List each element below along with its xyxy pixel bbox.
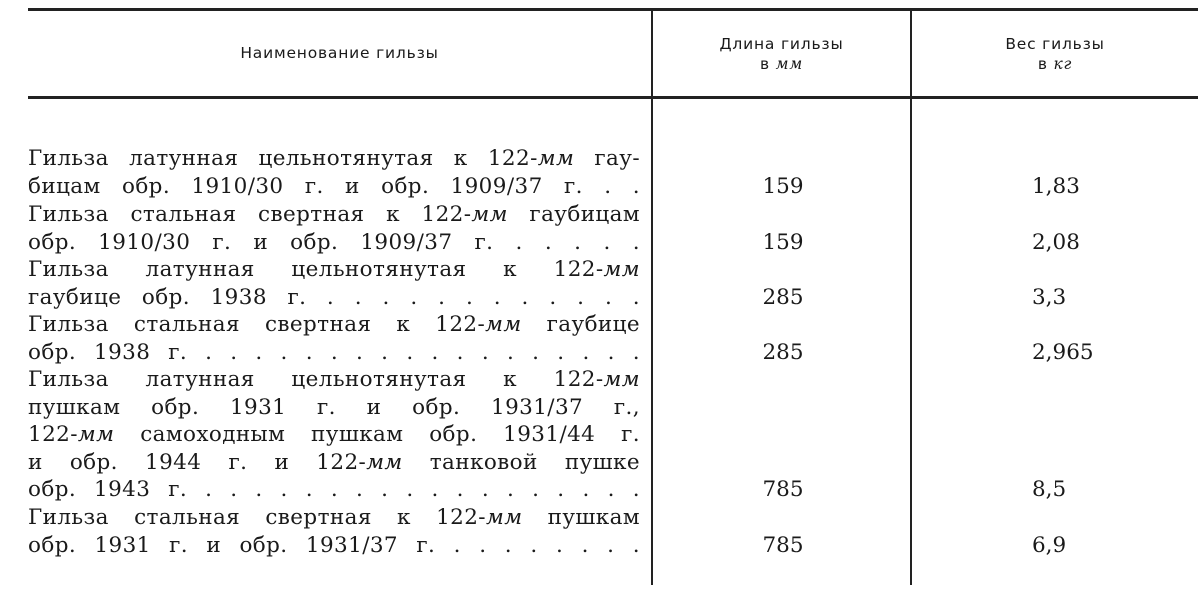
header-name: [28, 43, 651, 63]
row-description: [28, 201, 640, 256]
row-weight-value: 2,08: [1032, 229, 1080, 255]
table-row: [28, 256, 1198, 311]
row-description: [28, 145, 640, 200]
description-line: пушкам обр. 1931 г. и обр. 1931/37 г.,: [28, 394, 640, 420]
header-length-line2: [653, 54, 910, 74]
description-line: и обр. 1944 г. и 122-мм танковой пушке: [28, 449, 640, 475]
table-row: [28, 366, 1198, 504]
header-weight-prefix: в: [1037, 55, 1054, 73]
description-line: Гильза стальная свертная к 122-мм гаубицам: [28, 202, 640, 227]
header-length-prefix: в: [760, 55, 776, 73]
row-length-value: 285: [762, 339, 804, 365]
table-row: [28, 201, 1198, 256]
unit-mm-italic: мм: [485, 505, 523, 530]
header-weight-line1: Вес гильзы: [1005, 35, 1105, 53]
row-length-value: 785: [762, 532, 804, 558]
unit-mm-italic: мм: [471, 202, 508, 227]
header-length-line1: Длина гильзы: [719, 35, 844, 53]
unit-mm-italic: мм: [603, 367, 640, 392]
row-weight-value: 2,965: [1032, 339, 1094, 365]
description-line: Гильза стальная свертная к 122-мм пушкам: [28, 505, 640, 530]
unit-mm-italic: мм: [537, 146, 575, 171]
header-weight-line2: [912, 54, 1198, 74]
unit-mm-italic: мм: [77, 422, 115, 447]
table-row: [28, 504, 1198, 559]
unit-mm-italic: мм: [603, 257, 640, 282]
row-length-value: 785: [762, 477, 804, 502]
table-row: [28, 145, 1198, 200]
row-weight-value: 6,9: [1032, 532, 1067, 558]
description-line: обр. 1943 г. . . . . . . . . . . . . . . . . . .: [28, 477, 640, 502]
header-weight: [912, 34, 1198, 74]
row-description: [28, 311, 640, 366]
table-header-rule: [28, 96, 1198, 99]
description-line: обр. 1910/30 г. и обр. 1909/37 г. . . . . .: [28, 229, 640, 255]
header-weight-unit: кг: [1053, 55, 1073, 73]
description-line: бицам обр. 1910/30 г. и обр. 1909/37 г. . .: [28, 173, 640, 199]
row-description: [28, 256, 640, 311]
unit-mm-italic: мм: [366, 449, 403, 475]
row-length-value: 159: [762, 173, 804, 199]
description-line: обр. 1938 г. . . . . . . . . . . . . . . . . . .: [28, 339, 640, 365]
row-weight-value: 1,83: [1032, 173, 1080, 199]
description-line: 122-мм самоходным пушкам обр. 1931/44 г.: [28, 422, 640, 447]
row-description: [28, 366, 640, 504]
description-line: Гильза латунная цельнотянутая к 122-мм: [28, 367, 640, 392]
unit-mm-italic: мм: [485, 312, 522, 337]
row-description: [28, 504, 640, 559]
header-length: [653, 34, 910, 74]
row-length-value: 285: [762, 284, 804, 310]
table-row: [28, 311, 1198, 366]
row-length-value: 159: [762, 229, 804, 255]
description-line: Гильза латунная цельнотянутая к 122-мм: [28, 257, 640, 282]
description-line: Гильза стальная свертная к 122-мм гаубице: [28, 312, 641, 337]
header-length-unit: мм: [775, 55, 803, 73]
description-line: Гильза латунная цельнотянутая к 122-мм гау-: [28, 146, 640, 171]
description-line: обр. 1931 г. и обр. 1931/37 г. . . . . . . . .: [28, 532, 640, 558]
row-weight-value: 3,3: [1032, 284, 1067, 310]
description-line: гаубице обр. 1938 г. . . . . . . . . . . . .: [28, 284, 640, 310]
table-top-rule: [28, 8, 1198, 11]
row-weight-value: 8,5: [1032, 477, 1067, 502]
header-name-text: Наименование гильзы: [240, 44, 439, 62]
